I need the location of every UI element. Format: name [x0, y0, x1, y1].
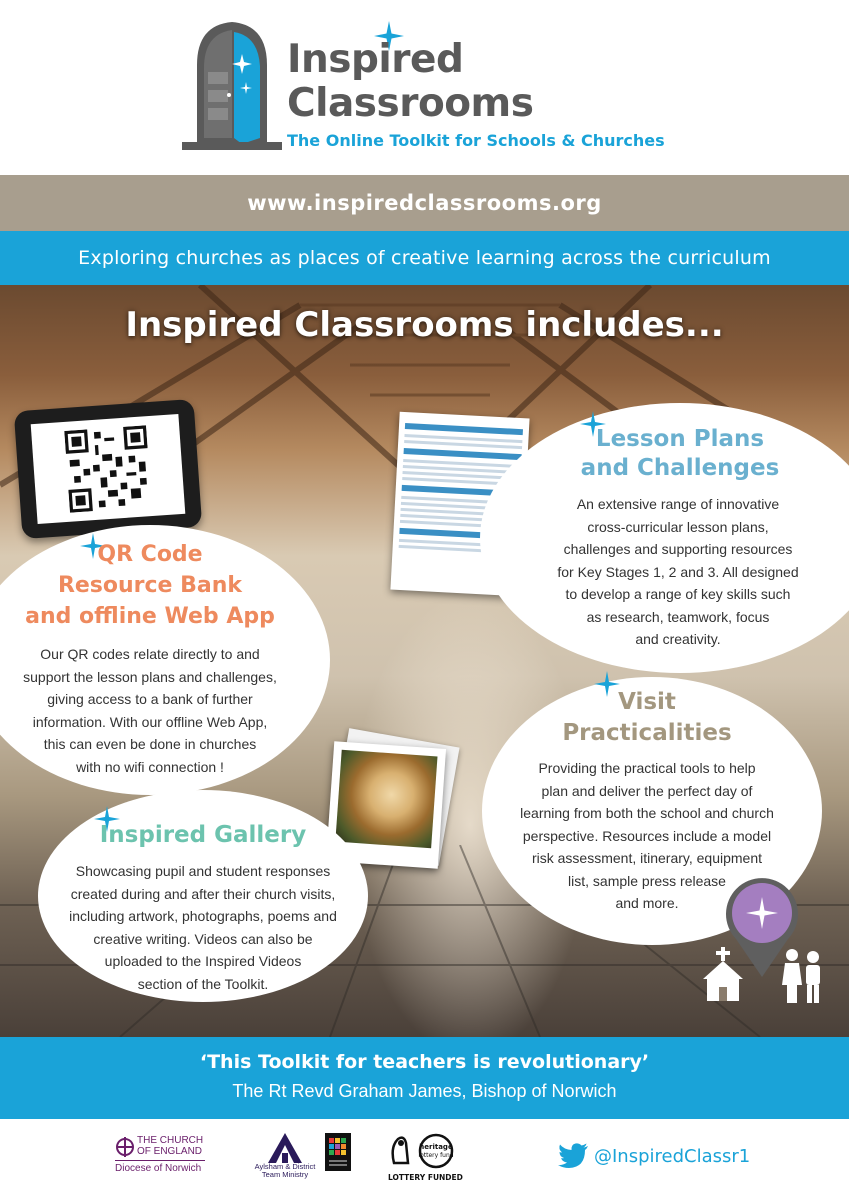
visit-practicalities-title	[482, 687, 812, 749]
church-of-england-logo[interactable]	[115, 1133, 211, 1189]
qr-body-line: this can even be done in churches	[43, 736, 257, 752]
visit-body-line: list, sample press release	[568, 872, 726, 889]
visit-body-line: risk assessment, itinerary, equipment	[531, 850, 763, 866]
visit-body-line: perspective. Resources include a model	[522, 827, 772, 844]
lesson-body-line: An extensive range of innovative	[576, 496, 780, 512]
coe-divider	[115, 1160, 205, 1161]
heritage-lottery-fund-logo[interactable]	[388, 1133, 468, 1189]
qr-body-line: information. With our offline Web App,	[32, 713, 268, 730]
qr-title-line-2: Resource Bank	[57, 573, 243, 598]
brand-tagline: The Online Toolkit for Schools & Churches	[287, 131, 665, 150]
inspired-gallery-body	[38, 860, 368, 995]
coe-diocese: Diocese of Norwich	[115, 1163, 202, 1174]
visit-body-line: plan and deliver the perfect day of	[541, 782, 753, 799]
aylsham-name: Aylsham & District Team Ministry	[254, 1162, 316, 1179]
aylsham-arch-icon	[268, 1133, 302, 1163]
gallery-body-line: including artwork, photographs, poems and	[69, 908, 337, 924]
tablet-image	[14, 399, 202, 539]
subtitle-bar	[0, 231, 849, 285]
inspired-gallery-bubble	[38, 790, 368, 1002]
lesson-plans-title-line-1: Lesson Plans	[595, 426, 765, 452]
visit-body-line: Providing the practical tools to help	[538, 760, 756, 776]
url-bar	[0, 175, 849, 231]
quote-text: ‘This Toolkit for teachers is revolutionary’	[199, 1051, 650, 1073]
aylsham-cluster-logo[interactable]	[325, 1133, 351, 1179]
church-icon	[700, 947, 746, 1003]
aylsham-team-ministry-logo[interactable]	[245, 1133, 325, 1189]
qr-resource-title	[0, 539, 300, 632]
visit-title-line-2: Practicalities	[562, 720, 732, 746]
qr-body-line: support the lesson plans and challenges,	[23, 668, 277, 685]
qr-resource-bubble	[0, 525, 330, 795]
qr-resource-body	[0, 643, 300, 778]
qr-title-line-1: QR Code	[97, 542, 203, 567]
coe-name-line-2: OF ENGLAND	[137, 1146, 203, 1157]
subtitle-text: Exploring churches as places of creative learning across the curriculum	[78, 247, 771, 269]
svg-text:lottery fund: lottery fund	[418, 1152, 454, 1159]
qr-body-line: Our QR codes relate directly to and	[40, 646, 260, 662]
svg-text:heritage: heritage	[419, 1143, 453, 1151]
quote-author: The Rt Revd Graham James, Bishop of Norwich	[232, 1081, 617, 1101]
includes-title: Inspired Classrooms includes...	[125, 305, 724, 345]
gallery-body-line: creative writing. Videos can also be	[93, 930, 313, 947]
coe-cross-icon	[115, 1135, 135, 1159]
qr-title-line-3: and offline Web App	[25, 604, 275, 629]
church-interior-photo	[0, 285, 849, 1037]
visit-body-line: and more.	[615, 895, 679, 911]
brand-title	[287, 38, 607, 126]
lesson-body-line: challenges and supporting resources	[563, 541, 793, 557]
lesson-plans-body	[480, 493, 849, 651]
lesson-body-line: for Key Stages 1, 2 and 3. All designed	[557, 563, 799, 580]
lottery-funded-label: LOTTERY FUNDED	[388, 1173, 463, 1182]
qr-body-line: giving access to a bank of further	[47, 691, 253, 707]
coe-name	[137, 1135, 203, 1157]
coe-name-line-1: THE CHURCH	[137, 1135, 204, 1146]
header	[0, 0, 849, 175]
lesson-body-line: to develop a range of key skills such	[565, 586, 791, 602]
lesson-body-line: as research, teamwork, focus	[586, 608, 770, 625]
twitter-link[interactable]	[558, 1141, 750, 1171]
footer	[0, 1119, 849, 1200]
qr-code-icon[interactable]	[64, 425, 152, 513]
gallery-body-line: section of the Toolkit.	[137, 975, 269, 992]
visit-body-line: learning from both the school and church	[520, 805, 774, 821]
gallery-body-line: Showcasing pupil and student responses	[75, 863, 331, 879]
twitter-icon	[558, 1143, 588, 1169]
lesson-body-line: and creativity.	[635, 631, 721, 647]
gallery-body-line: uploaded to the Inspired Videos	[104, 953, 302, 969]
brand-title-line-1: Inspired	[287, 37, 464, 82]
tablet-screen	[31, 414, 186, 524]
qr-body-line: with no wifi connection !	[76, 758, 224, 775]
lesson-body-line: cross-curricular lesson plans,	[587, 518, 769, 535]
twitter-handle[interactable]: @InspiredClassr1	[594, 1145, 751, 1167]
lesson-plans-bubble	[480, 403, 849, 673]
lesson-plans-title-line-2: and Challenges	[580, 455, 780, 481]
gallery-body-line: created during and after their church visits,	[70, 885, 336, 902]
visit-title-line-1: Visit	[618, 689, 676, 715]
inspired-gallery-title: Inspired Gallery	[99, 822, 307, 848]
brand-title-line-2: Classrooms	[287, 81, 534, 126]
cluster-grid-icon	[325, 1133, 351, 1171]
lottery-crossed-fingers-icon	[388, 1133, 458, 1169]
lesson-plans-title	[480, 425, 849, 483]
quote-bar	[0, 1037, 849, 1119]
people-icon	[780, 947, 824, 1003]
website-url[interactable]: www.inspiredclassrooms.org	[247, 191, 602, 215]
door-logo-icon	[182, 20, 282, 150]
